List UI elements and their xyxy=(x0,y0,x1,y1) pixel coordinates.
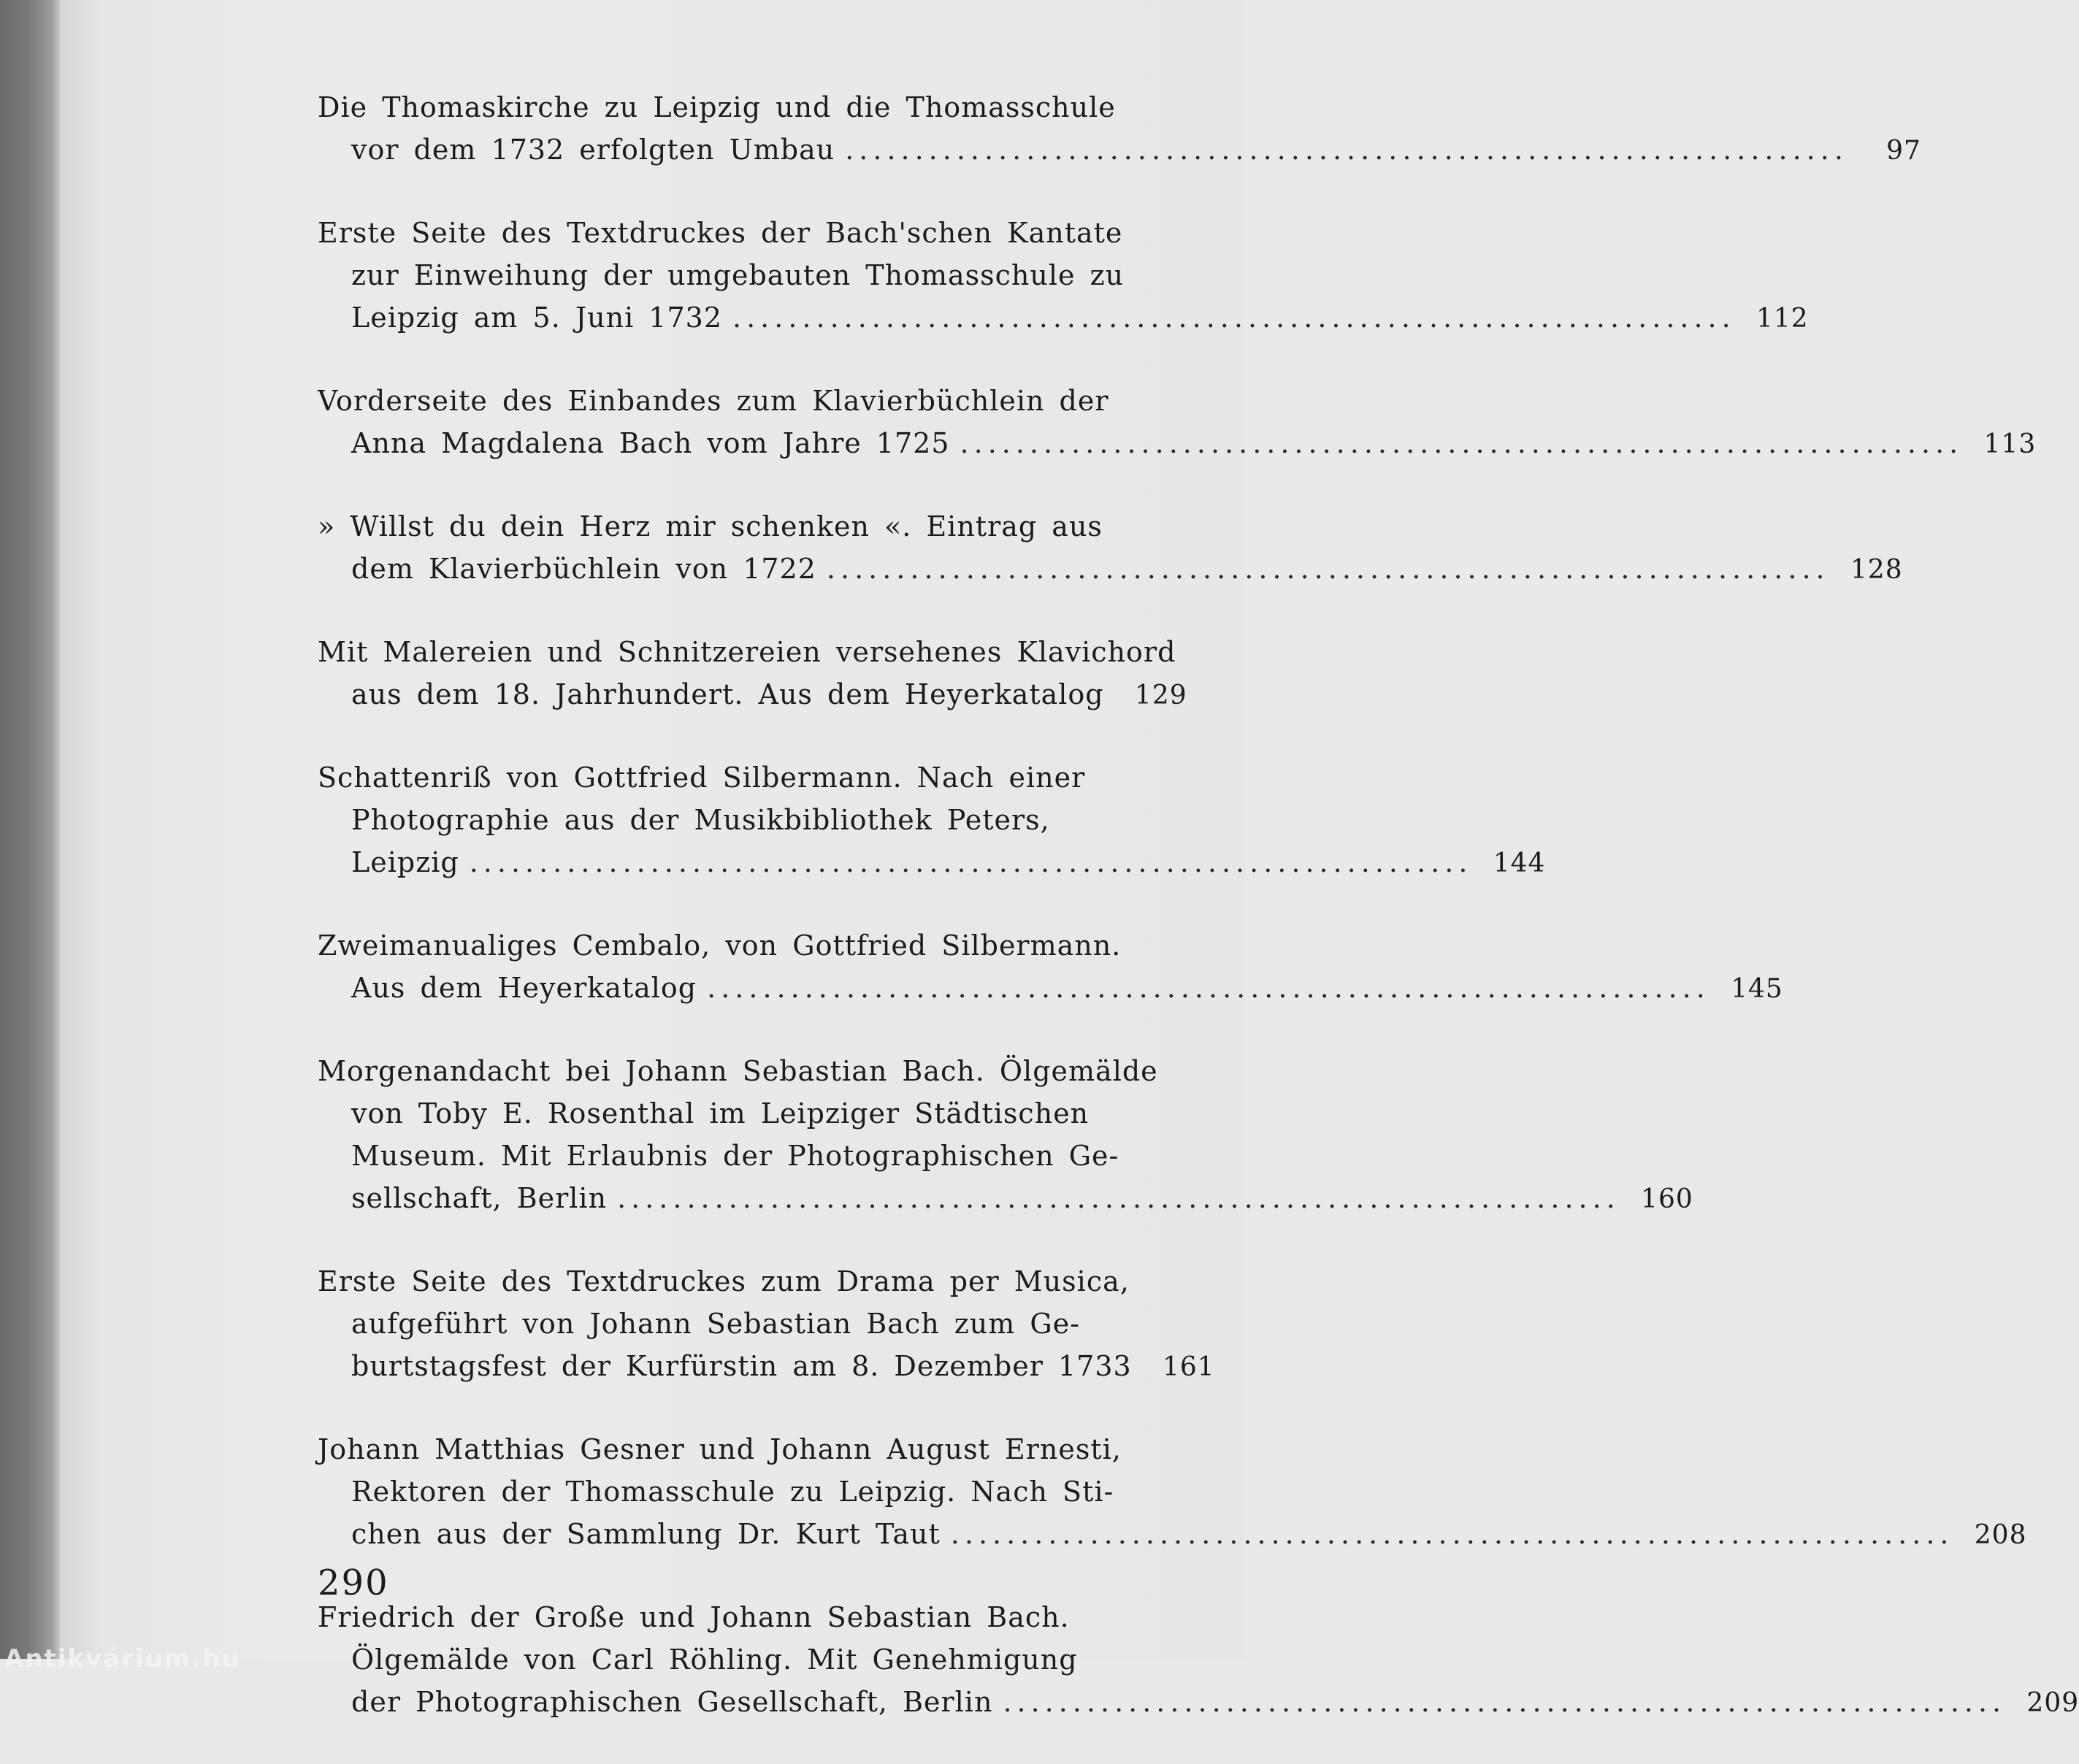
page-number: 113 xyxy=(1983,429,2037,459)
leader-dots: ........................................................................ xyxy=(845,134,1848,166)
leader-dots: ........................................................................ xyxy=(960,427,1964,459)
list-item xyxy=(318,505,1903,590)
entry-last-line xyxy=(318,841,1546,883)
list-item xyxy=(318,86,1921,171)
entry-line: Vorderseite des Einbandes zum Klavierbüchlein der xyxy=(318,385,1109,417)
entry-last-line xyxy=(318,1513,2027,1555)
list-item xyxy=(318,1596,2079,1723)
page-number: 145 xyxy=(1731,974,1783,1004)
entry-line-text: Leipzig xyxy=(351,846,459,878)
page-number: 97 xyxy=(1886,136,1921,166)
entry-last-line xyxy=(318,673,1187,716)
entry-line: Morgenandacht bei Johann Sebastian Bach. Ölgemälde xyxy=(318,1055,1158,1087)
entry-last-line xyxy=(318,129,1921,171)
leader-dots: ........................................................................ xyxy=(826,553,1830,585)
leader-dots: ........................................................................ xyxy=(469,846,1473,878)
entry-line-text: Anna Magdalena Bach vom Jahre 1725 xyxy=(351,427,950,459)
entry-last-line xyxy=(318,296,1809,339)
leader-dots: ........................................................................ xyxy=(707,972,1710,1004)
entry-line-text: Leipzig am 5. Juni 1732 xyxy=(351,302,723,334)
entry-line: Photographie aus der Musikbibliothek Peters, xyxy=(351,804,1050,836)
entry-line-text: dem Klavierbüchlein von 1722 xyxy=(351,553,816,585)
entry-last-line xyxy=(318,1345,1215,1387)
entry-last-line xyxy=(318,422,2037,464)
entry-line: Erste Seite des Textdruckes zum Drama per Musica, xyxy=(318,1265,1130,1297)
entry-line-text: vor dem 1732 erfolgten Umbau xyxy=(351,134,835,166)
page-number: 129 xyxy=(1134,680,1187,710)
entry-line-text: Aus dem Heyerkatalog xyxy=(351,972,697,1004)
page-number: 209 xyxy=(2026,1688,2079,1718)
entry-line: Johann Matthias Gesner und Johann August Ernesti, xyxy=(318,1433,1122,1465)
list-item xyxy=(318,1260,1215,1387)
page-number: 144 xyxy=(1493,848,1546,878)
entry-line-text: der Photographischen Gesellschaft, Berlin xyxy=(351,1686,993,1718)
list-item xyxy=(318,380,2037,464)
entry-line: aufgeführt von Johann Sebastian Bach zum Ge- xyxy=(351,1308,1081,1340)
entry-last-line xyxy=(318,548,1903,590)
entry-line: Museum. Mit Erlaubnis der Photographischen Ge- xyxy=(351,1140,1119,1172)
watermark-text: Antikvárium.hu xyxy=(4,1644,241,1673)
book-spine-shadow xyxy=(0,0,60,1659)
entry-line: von Toby E. Rosenthal im Leipziger Städtischen xyxy=(351,1097,1090,1130)
page-number: 128 xyxy=(1850,555,1903,585)
entry-line: Zweimanualiges Cembalo, von Gottfried Silbermann. xyxy=(318,929,1122,962)
entry-line-text: burtstagsfest der Kurfürstin am 8. Dezember 1733 xyxy=(351,1350,1132,1382)
entry-line: Friedrich der Große und Johann Sebastian Bach. xyxy=(318,1601,1070,1633)
leader-dots: ........................................................................ xyxy=(950,1518,1954,1550)
entry-line: Mit Malereien und Schnitzereien versehenes Klavichord xyxy=(318,636,1176,668)
entry-line-text: aus dem 18. Jahrhundert. Aus dem Heyerkatalog xyxy=(351,678,1104,710)
illustration-index-list xyxy=(318,86,2079,1764)
list-item xyxy=(318,631,1190,716)
entry-line-text: sellschaft, Berlin xyxy=(351,1182,608,1214)
leader-dots: ........................................................................ xyxy=(617,1182,1620,1214)
folio-page-number: 290 xyxy=(318,1562,389,1603)
entry-last-line xyxy=(318,1177,1693,1219)
page-number: 112 xyxy=(1756,304,1809,334)
entry-line: Schattenriß von Gottfried Silbermann. Nach einer xyxy=(318,762,1086,794)
entry-line-text: chen aus der Sammlung Dr. Kurt Taut xyxy=(351,1518,941,1550)
list-item xyxy=(318,756,1546,883)
page-number: 160 xyxy=(1641,1184,1693,1214)
list-item xyxy=(318,1428,2027,1555)
entry-line: Ölgemälde von Carl Röhling. Mit Genehmigung xyxy=(351,1644,1078,1676)
entry-last-line xyxy=(318,967,1783,1009)
entry-line: zur Einweihung der umgebauten Thomasschule zu xyxy=(351,259,1125,291)
page-number: 161 xyxy=(1162,1352,1215,1382)
list-item xyxy=(318,1050,1693,1219)
leader-dots: ........................................................................ xyxy=(732,302,1736,334)
list-item xyxy=(318,212,1809,339)
entry-line: Erste Seite des Textdruckes der Bach'schen Kantate xyxy=(318,217,1123,249)
leader-dots: ........................................................................ xyxy=(1003,1686,2007,1718)
entry-line: Die Thomaskirche zu Leipzig und die Thomasschule xyxy=(318,91,1116,123)
page-number: 208 xyxy=(1974,1520,2027,1550)
entry-line: Rektoren der Thomasschule zu Leipzig. Nach Sti- xyxy=(351,1476,1114,1508)
list-item xyxy=(318,924,1783,1009)
entry-last-line xyxy=(318,1681,2079,1723)
entry-line: » Willst du dein Herz mir schenken «. Eintrag aus xyxy=(318,510,1103,542)
